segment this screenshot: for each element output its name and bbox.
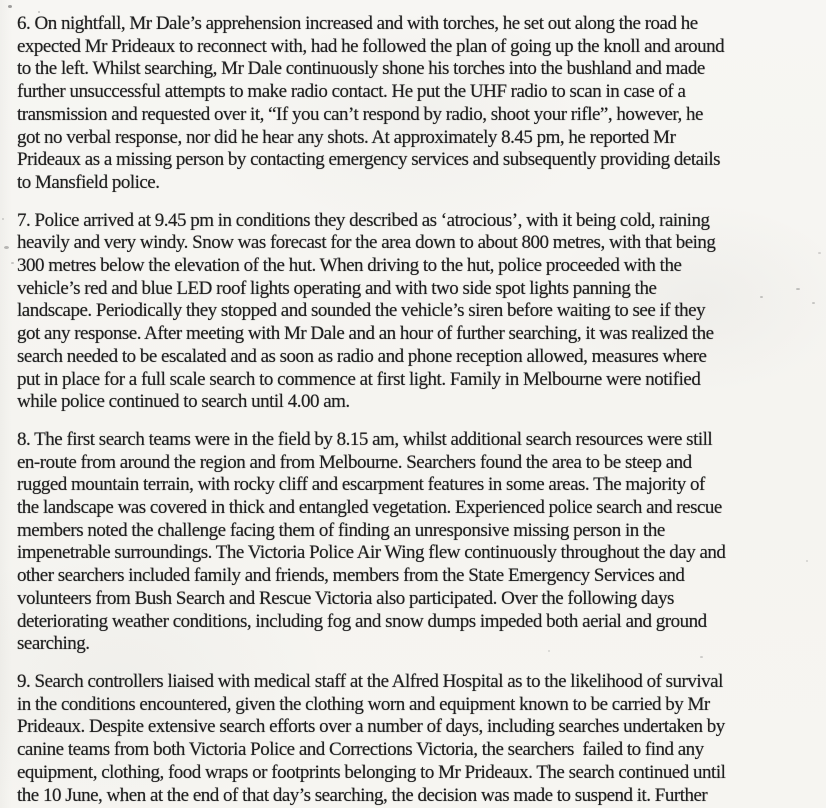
text-line: vehicle’s red and blue LED roof lights operating and with two side spot lights panning the <box>17 277 657 299</box>
paragraph-6 <box>17 13 818 195</box>
text-line: impenetrable surroundings. The Victoria Police Air Wing flew continuously throughout the day and <box>17 542 726 564</box>
text-line: in the conditions encountered, given the clothing worn and equipment known to be carried by Mr <box>17 693 710 715</box>
text-line: 6. On nightfall, Mr Dale’s apprehension increased and with torches, he set out along the road he <box>17 13 698 34</box>
text-line: further unsuccessful attempts to make radio contact. He put the UHF radio to scan in case of a <box>17 81 686 103</box>
text-line: 9. Search controllers liaised with medical staff at the Alfred Hospital as to the likelihood of survival <box>17 670 723 692</box>
scan-speck <box>8 5 12 8</box>
text-line: while police continued to search until 4.00 am. <box>17 391 350 413</box>
text-line: transmission and requested over it, “If you can’t respond by radio, shoot your rifle”, however, he <box>17 103 703 125</box>
text-line: deteriorating weather conditions, including fog and snow dumps impeded both aerial and ground <box>17 610 707 632</box>
text-line: volunteers from Bush Search and Rescue Victoria also participated. Over the following days <box>17 587 674 609</box>
text-line: put in place for a full scale search to commence at first light. Family in Melbourne were notified <box>17 368 701 390</box>
text-line: to the left. Whilst searching, Mr Dale continuously shone his torches into the bushland and made <box>17 58 705 80</box>
text-line: Prideaux. Despite extensive search efforts over a number of days, including searches undertaken by <box>17 716 725 738</box>
text-line: other searchers included family and friends, members from the State Emergency Services and <box>17 565 685 587</box>
document-text <box>17 13 818 807</box>
paragraph-7 <box>17 210 818 414</box>
scan-speck <box>818 252 821 254</box>
text-line: the 10 June, when at the end of that day’s searching, the decision was made to suspend it. Further <box>17 784 708 806</box>
text-line: canine teams from both Victoria Police and Corrections Victoria, the searchers failed to find any <box>17 739 704 761</box>
text-line: 7. Police arrived at 9.45 pm in conditions they described as ‘atrocious’, with it being cold, raining <box>17 209 710 231</box>
text-line: landscape. Periodically they stopped and sounded the vehicle’s siren before waiting to see if they <box>17 300 706 322</box>
text-line: expected Mr Prideaux to reconnect with, had he followed the plan of going up the knoll and around <box>17 35 725 57</box>
text-line: Prideaux as a missing person by contacting emergency services and subsequently providing details <box>17 149 721 171</box>
scan-speck <box>11 262 14 264</box>
paragraph-9 <box>17 671 818 807</box>
text-line: searching. <box>17 633 90 655</box>
text-line: equipment, clothing, food wraps or footprints belonging to Mr Prideaux. The search continued until <box>17 761 726 783</box>
text-line: search needed to be escalated and as soon as radio and phone reception allowed, measures where <box>17 345 707 367</box>
scan-speck <box>2 218 4 220</box>
text-line: got any response. After meeting with Mr Dale and an hour of further searching, it was realized the <box>17 323 714 345</box>
text-line: 300 metres below the elevation of the hut. When driving to the hut, police proceeded with the <box>17 255 682 277</box>
text-line: en-route from around the region and from Melbourne. Searchers found the area to be steep and <box>17 451 692 473</box>
scan-speck <box>4 246 9 249</box>
paragraph-8 <box>17 429 818 656</box>
text-line: got no verbal response, nor did he hear any shots. At approximately 8.45 pm, he reported Mr <box>17 126 676 148</box>
text-line: to Mansfield police. <box>17 171 160 193</box>
text-line: heavily and very windy. Snow was forecast for the area down to about 800 metres, with that being <box>17 232 716 254</box>
text-line: rugged mountain terrain, with rocky cliff and escarpment features in some areas. The majority of <box>17 474 705 496</box>
text-line: 8. The first search teams were in the field by 8.15 am, whilst additional search resources were still <box>17 428 713 450</box>
text-line: the landscape was covered in thick and entangled vegetation. Experienced police search and rescue <box>17 497 722 519</box>
text-line: members noted the challenge facing them of finding an unresponsive missing person in the <box>17 519 665 541</box>
